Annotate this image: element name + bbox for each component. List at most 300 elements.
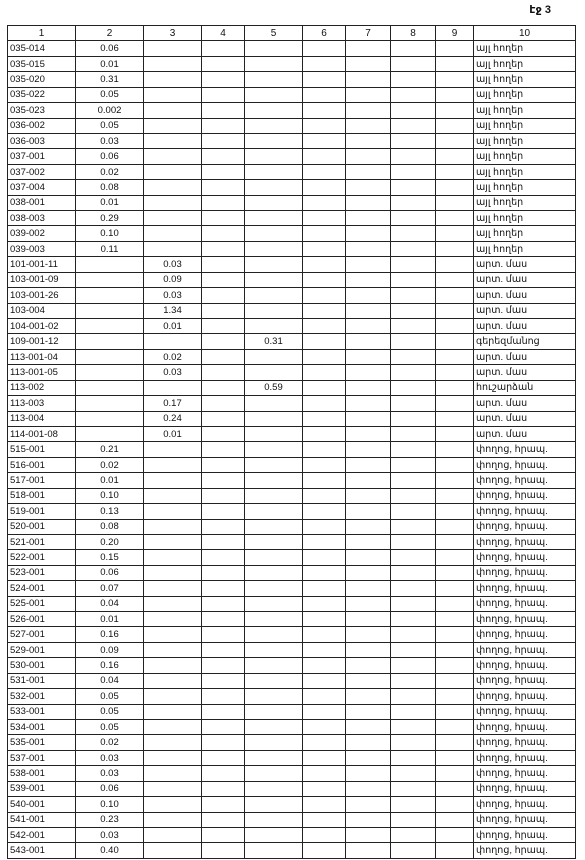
area-cell-col-6 [303, 750, 346, 765]
land-type-cell: փողոց, հրապ. [474, 812, 576, 827]
area-cell-col-8 [391, 396, 436, 411]
plot-code-cell: 037-004 [8, 180, 76, 195]
plot-code-cell: 531-001 [8, 673, 76, 688]
area-cell-col-3 [144, 180, 202, 195]
area-cell-col-7 [346, 735, 391, 750]
area-cell-col-6 [303, 41, 346, 56]
area-cell-col-5 [245, 504, 303, 519]
area-cell-col-3 [144, 473, 202, 488]
area-cell-col-3 [144, 56, 202, 71]
area-cell-col-8 [391, 504, 436, 519]
table-row [8, 149, 576, 164]
area-cell-col-7 [346, 473, 391, 488]
land-type-cell: այլ հողեր [474, 149, 576, 164]
area-cell-col-5 [245, 781, 303, 796]
table-row [8, 750, 576, 765]
area-cell-col-5 [245, 488, 303, 503]
area-cell-col-7 [346, 288, 391, 303]
plot-code-cell: 535-001 [8, 735, 76, 750]
area-cell-col-2: 0.06 [76, 149, 144, 164]
area-cell-col-2: 0.40 [76, 843, 144, 858]
area-cell-col-3 [144, 735, 202, 750]
area-cell-col-4 [202, 103, 245, 118]
area-cell-col-8 [391, 442, 436, 457]
area-cell-col-6 [303, 658, 346, 673]
area-cell-col-2 [76, 396, 144, 411]
area-cell-col-6 [303, 257, 346, 272]
table-row [8, 519, 576, 534]
area-cell-col-7 [346, 180, 391, 195]
land-type-cell: փողոց, հրապ. [474, 488, 576, 503]
area-cell-col-6 [303, 426, 346, 441]
area-cell-col-4 [202, 689, 245, 704]
area-cell-col-9 [436, 133, 474, 148]
area-cell-col-2: 0.04 [76, 673, 144, 688]
plot-code-cell: 035-015 [8, 56, 76, 71]
land-type-cell: արտ. մաս [474, 396, 576, 411]
area-cell-col-4 [202, 642, 245, 657]
area-cell-col-9 [436, 565, 474, 580]
plot-code-cell: 103-004 [8, 303, 76, 318]
area-cell-col-2: 0.08 [76, 519, 144, 534]
plot-code-cell: 035-022 [8, 87, 76, 102]
area-cell-col-3 [144, 843, 202, 858]
table-row [8, 211, 576, 226]
column-header-3: 3 [144, 26, 202, 41]
area-cell-col-9 [436, 103, 474, 118]
land-type-cell: փողոց, հրապ. [474, 843, 576, 858]
area-cell-col-6 [303, 689, 346, 704]
area-cell-col-8 [391, 41, 436, 56]
area-cell-col-8 [391, 565, 436, 580]
area-cell-col-3 [144, 581, 202, 596]
table-row [8, 612, 576, 627]
area-cell-col-6 [303, 211, 346, 226]
area-cell-col-5 [245, 704, 303, 719]
area-cell-col-4 [202, 750, 245, 765]
plot-code-cell: 521-001 [8, 534, 76, 549]
area-cell-col-5 [245, 72, 303, 87]
plot-code-cell: 113-002 [8, 380, 76, 395]
plot-code-cell: 113-003 [8, 396, 76, 411]
area-cell-col-9 [436, 781, 474, 796]
area-cell-col-6 [303, 766, 346, 781]
table-row [8, 781, 576, 796]
area-cell-col-8 [391, 380, 436, 395]
area-cell-col-4 [202, 457, 245, 472]
area-cell-col-2 [76, 380, 144, 395]
land-type-cell: փողոց, հրապ. [474, 797, 576, 812]
area-cell-col-2: 0.08 [76, 180, 144, 195]
area-cell-col-7 [346, 812, 391, 827]
area-cell-col-4 [202, 349, 245, 364]
area-cell-col-3 [144, 241, 202, 256]
area-cell-col-7 [346, 596, 391, 611]
area-cell-col-5 [245, 272, 303, 287]
plot-code-cell: 036-002 [8, 118, 76, 133]
area-cell-col-9 [436, 164, 474, 179]
area-cell-col-5 [245, 473, 303, 488]
area-cell-col-7 [346, 673, 391, 688]
area-cell-col-5 [245, 642, 303, 657]
area-cell-col-4 [202, 473, 245, 488]
area-cell-col-6 [303, 504, 346, 519]
land-type-cell: այլ հողեր [474, 103, 576, 118]
area-cell-col-4 [202, 704, 245, 719]
land-type-cell: գերեզմանոց [474, 334, 576, 349]
area-cell-col-7 [346, 272, 391, 287]
area-cell-col-6 [303, 195, 346, 210]
area-cell-col-9 [436, 72, 474, 87]
area-cell-col-2: 0.04 [76, 596, 144, 611]
land-type-cell: այլ հողեր [474, 56, 576, 71]
area-cell-col-5 [245, 288, 303, 303]
area-cell-col-2: 0.03 [76, 827, 144, 842]
area-cell-col-3: 1.34 [144, 303, 202, 318]
land-type-cell: արտ. մաս [474, 349, 576, 364]
area-cell-col-9 [436, 396, 474, 411]
area-cell-col-5 [245, 180, 303, 195]
area-cell-col-5 [245, 195, 303, 210]
table-row [8, 272, 576, 287]
area-cell-col-5 [245, 319, 303, 334]
area-cell-col-6 [303, 103, 346, 118]
area-cell-col-9 [436, 303, 474, 318]
area-cell-col-2: 0.05 [76, 118, 144, 133]
plot-code-cell: 541-001 [8, 812, 76, 827]
table-row [8, 797, 576, 812]
plot-code-cell: 530-001 [8, 658, 76, 673]
area-cell-col-6 [303, 827, 346, 842]
area-cell-col-3 [144, 550, 202, 565]
table-row [8, 689, 576, 704]
land-type-cell: այլ հողեր [474, 87, 576, 102]
table-row [8, 642, 576, 657]
area-cell-col-4 [202, 226, 245, 241]
table-row [8, 488, 576, 503]
column-header-8: 8 [391, 26, 436, 41]
area-cell-col-7 [346, 642, 391, 657]
area-cell-col-5 [245, 442, 303, 457]
area-cell-col-8 [391, 257, 436, 272]
plot-code-cell: 523-001 [8, 565, 76, 580]
area-cell-col-5 [245, 565, 303, 580]
area-cell-col-5 [245, 103, 303, 118]
area-cell-col-3 [144, 704, 202, 719]
area-cell-col-5 [245, 241, 303, 256]
area-cell-col-2: 0.10 [76, 488, 144, 503]
area-cell-col-4 [202, 72, 245, 87]
area-cell-col-3 [144, 627, 202, 642]
area-cell-col-2: 0.10 [76, 797, 144, 812]
table-row [8, 719, 576, 734]
area-cell-col-5 [245, 612, 303, 627]
area-cell-col-5 [245, 843, 303, 858]
plot-code-cell: 035-014 [8, 41, 76, 56]
area-cell-col-3: 0.03 [144, 257, 202, 272]
area-cell-col-7 [346, 257, 391, 272]
table-row [8, 334, 576, 349]
area-cell-col-3 [144, 565, 202, 580]
land-type-cell: փողոց, հրապ. [474, 704, 576, 719]
land-type-cell: արտ. մաս [474, 288, 576, 303]
area-cell-col-2: 0.31 [76, 72, 144, 87]
area-cell-col-2: 0.03 [76, 750, 144, 765]
area-cell-col-4 [202, 596, 245, 611]
table-row [8, 735, 576, 750]
area-cell-col-9 [436, 457, 474, 472]
area-cell-col-7 [346, 396, 391, 411]
area-cell-col-6 [303, 457, 346, 472]
area-cell-col-8 [391, 596, 436, 611]
area-cell-col-9 [436, 319, 474, 334]
area-cell-col-7 [346, 87, 391, 102]
table-row [8, 426, 576, 441]
table-row [8, 812, 576, 827]
area-cell-col-5 [245, 627, 303, 642]
area-cell-col-7 [346, 411, 391, 426]
area-cell-col-3 [144, 118, 202, 133]
area-cell-col-2: 0.10 [76, 226, 144, 241]
area-cell-col-8 [391, 180, 436, 195]
area-cell-col-3 [144, 133, 202, 148]
area-cell-col-4 [202, 612, 245, 627]
area-cell-col-6 [303, 565, 346, 580]
area-cell-col-6 [303, 241, 346, 256]
area-cell-col-9 [436, 673, 474, 688]
area-cell-col-6 [303, 550, 346, 565]
area-cell-col-2: 0.02 [76, 457, 144, 472]
area-cell-col-2: 0.002 [76, 103, 144, 118]
area-cell-col-3 [144, 797, 202, 812]
area-cell-col-2: 0.06 [76, 41, 144, 56]
area-cell-col-4 [202, 827, 245, 842]
area-cell-col-3 [144, 673, 202, 688]
area-cell-col-5 [245, 87, 303, 102]
column-header-7: 7 [346, 26, 391, 41]
area-cell-col-4 [202, 658, 245, 673]
area-cell-col-5 [245, 303, 303, 318]
land-type-cell: փողոց, հրապ. [474, 750, 576, 765]
area-cell-col-6 [303, 180, 346, 195]
area-cell-col-4 [202, 396, 245, 411]
area-cell-col-6 [303, 627, 346, 642]
table-row [8, 103, 576, 118]
plot-code-cell: 522-001 [8, 550, 76, 565]
plot-code-cell: 532-001 [8, 689, 76, 704]
table-row [8, 504, 576, 519]
plot-code-cell: 526-001 [8, 612, 76, 627]
table-row [8, 180, 576, 195]
area-cell-col-5: 0.31 [245, 334, 303, 349]
area-cell-col-6 [303, 87, 346, 102]
area-cell-col-8 [391, 766, 436, 781]
area-cell-col-2 [76, 288, 144, 303]
area-cell-col-9 [436, 118, 474, 133]
area-cell-col-3: 0.03 [144, 288, 202, 303]
land-type-cell: փողոց, հրապ. [474, 627, 576, 642]
area-cell-col-5 [245, 519, 303, 534]
area-cell-col-8 [391, 642, 436, 657]
table-row [8, 827, 576, 842]
area-cell-col-3 [144, 812, 202, 827]
area-cell-col-4 [202, 550, 245, 565]
plot-code-cell: 103-001-09 [8, 272, 76, 287]
area-cell-col-6 [303, 334, 346, 349]
area-cell-col-5 [245, 41, 303, 56]
area-cell-col-2: 0.09 [76, 642, 144, 657]
area-cell-col-6 [303, 380, 346, 395]
area-cell-col-7 [346, 627, 391, 642]
area-cell-col-4 [202, 319, 245, 334]
area-cell-col-9 [436, 334, 474, 349]
area-cell-col-9 [436, 195, 474, 210]
area-cell-col-5 [245, 735, 303, 750]
area-cell-col-5 [245, 211, 303, 226]
area-cell-col-5 [245, 596, 303, 611]
area-cell-col-9 [436, 504, 474, 519]
area-cell-col-7 [346, 211, 391, 226]
area-cell-col-3 [144, 534, 202, 549]
area-cell-col-8 [391, 581, 436, 596]
plot-code-cell: 104-001-02 [8, 319, 76, 334]
land-type-cell: արտ. մաս [474, 319, 576, 334]
area-cell-col-5 [245, 426, 303, 441]
area-cell-col-9 [436, 380, 474, 395]
table-row [8, 411, 576, 426]
area-cell-col-4 [202, 334, 245, 349]
table-row [8, 41, 576, 56]
area-cell-col-4 [202, 288, 245, 303]
column-header-6: 6 [303, 26, 346, 41]
area-cell-col-3: 0.09 [144, 272, 202, 287]
area-cell-col-5 [245, 396, 303, 411]
area-cell-col-7 [346, 442, 391, 457]
area-cell-col-4 [202, 241, 245, 256]
plot-code-cell: 516-001 [8, 457, 76, 472]
area-cell-col-8 [391, 797, 436, 812]
land-type-cell: փողոց, հրապ. [474, 581, 576, 596]
area-cell-col-9 [436, 288, 474, 303]
area-cell-col-8 [391, 843, 436, 858]
area-cell-col-3 [144, 457, 202, 472]
area-cell-col-5 [245, 673, 303, 688]
land-type-cell: փողոց, հրապ. [474, 504, 576, 519]
area-cell-col-3: 0.01 [144, 426, 202, 441]
area-cell-col-8 [391, 56, 436, 71]
area-cell-col-9 [436, 349, 474, 364]
land-type-cell: փողոց, հրապ. [474, 689, 576, 704]
area-cell-col-4 [202, 87, 245, 102]
land-type-cell: այլ հողեր [474, 226, 576, 241]
table-row [8, 87, 576, 102]
area-cell-col-5 [245, 257, 303, 272]
area-cell-col-3 [144, 488, 202, 503]
area-cell-col-7 [346, 704, 391, 719]
area-cell-col-9 [436, 642, 474, 657]
area-cell-col-4 [202, 843, 245, 858]
area-cell-col-9 [436, 658, 474, 673]
area-cell-col-6 [303, 581, 346, 596]
table-row [8, 534, 576, 549]
area-cell-col-4 [202, 426, 245, 441]
land-type-cell: փողոց, հրապ. [474, 658, 576, 673]
area-cell-col-8 [391, 365, 436, 380]
area-cell-col-7 [346, 303, 391, 318]
area-cell-col-5 [245, 689, 303, 704]
area-cell-col-7 [346, 72, 391, 87]
area-cell-col-3 [144, 72, 202, 87]
area-cell-col-2: 0.21 [76, 442, 144, 457]
area-cell-col-8 [391, 349, 436, 364]
table-row [8, 380, 576, 395]
area-cell-col-4 [202, 272, 245, 287]
area-cell-col-9 [436, 211, 474, 226]
column-header-10: 10 [474, 26, 576, 41]
land-type-cell: արտ. մաս [474, 411, 576, 426]
plot-code-cell: 039-003 [8, 241, 76, 256]
area-cell-col-9 [436, 365, 474, 380]
area-cell-col-3 [144, 827, 202, 842]
area-cell-col-3 [144, 103, 202, 118]
area-cell-col-9 [436, 272, 474, 287]
area-cell-col-8 [391, 288, 436, 303]
table-row [8, 596, 576, 611]
plot-code-cell: 109-001-12 [8, 334, 76, 349]
area-cell-col-4 [202, 781, 245, 796]
area-cell-col-3: 0.03 [144, 365, 202, 380]
area-cell-col-2: 0.05 [76, 87, 144, 102]
area-cell-col-2: 0.11 [76, 241, 144, 256]
land-type-cell: փողոց, հրապ. [474, 519, 576, 534]
area-cell-col-8 [391, 519, 436, 534]
land-plot-table [7, 25, 576, 859]
area-cell-col-5 [245, 457, 303, 472]
plot-code-cell: 114-001-08 [8, 426, 76, 441]
area-cell-col-5 [245, 164, 303, 179]
area-cell-col-8 [391, 272, 436, 287]
area-cell-col-6 [303, 519, 346, 534]
area-cell-col-7 [346, 488, 391, 503]
area-cell-col-2: 0.05 [76, 689, 144, 704]
area-cell-col-3 [144, 41, 202, 56]
table-row [8, 241, 576, 256]
area-cell-col-4 [202, 133, 245, 148]
area-cell-col-4 [202, 519, 245, 534]
area-cell-col-5 [245, 149, 303, 164]
land-type-cell: արտ. մաս [474, 272, 576, 287]
land-type-cell: այլ հողեր [474, 211, 576, 226]
area-cell-col-8 [391, 149, 436, 164]
area-cell-col-9 [436, 411, 474, 426]
area-cell-col-8 [391, 426, 436, 441]
area-cell-col-2: 0.23 [76, 812, 144, 827]
area-cell-col-4 [202, 56, 245, 71]
plot-code-cell: 534-001 [8, 719, 76, 734]
area-cell-col-4 [202, 719, 245, 734]
area-cell-col-5 [245, 411, 303, 426]
area-cell-col-6 [303, 349, 346, 364]
land-type-cell: փողոց, հրապ. [474, 534, 576, 549]
area-cell-col-2 [76, 365, 144, 380]
area-cell-col-8 [391, 488, 436, 503]
table-row [8, 195, 576, 210]
area-cell-col-9 [436, 581, 474, 596]
area-cell-col-4 [202, 195, 245, 210]
plot-code-cell: 540-001 [8, 797, 76, 812]
plot-code-cell: 538-001 [8, 766, 76, 781]
plot-code-cell: 527-001 [8, 627, 76, 642]
